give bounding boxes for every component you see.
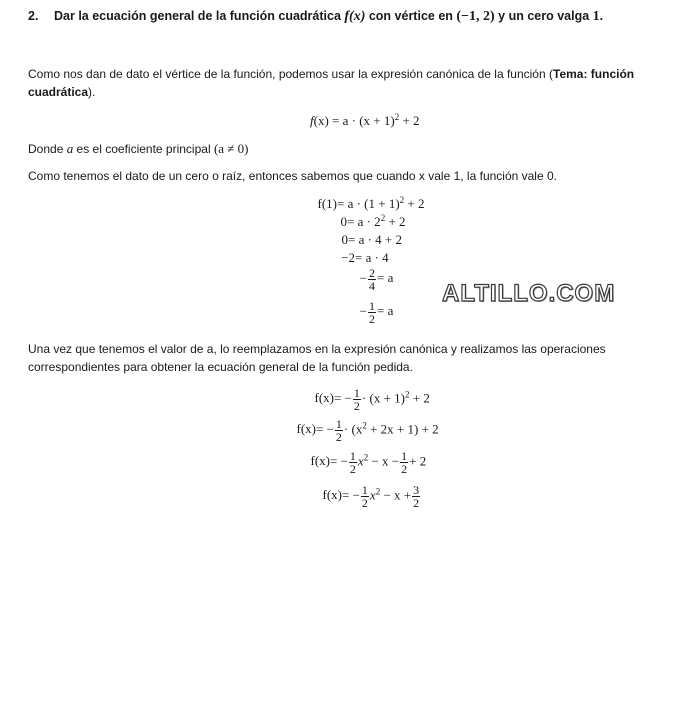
- intro-topic: Tema: función cuadrática: [28, 67, 635, 99]
- final-row-2-lhs: f(x): [296, 421, 316, 437]
- step-3-rhs: = a · 4 + 2: [348, 232, 403, 247]
- final-row-3-mid: − x −: [368, 453, 400, 469]
- final-row-1-lhs: f(x): [314, 390, 334, 406]
- step-3: [300, 232, 402, 248]
- final-row-3-den-b: 2: [401, 462, 408, 476]
- step-2-rhs: = a · 2: [347, 214, 381, 229]
- replace-note: Una vez que tenemos el valor de a, lo reemplazamos en la expresión canónica y realizamos las operaciones correspondientes para obtener la ecuación general de la función pedida.: [28, 342, 606, 374]
- coef-text-b: es el coeficiente principal: [73, 142, 214, 156]
- final-row-1-fraction: [353, 387, 361, 412]
- canonical-exp: 2: [394, 112, 400, 122]
- final-row-4-exp: 2: [375, 486, 381, 497]
- final-row-4-lhs: f(x): [322, 487, 342, 503]
- final-row-3-num-b: 1: [401, 449, 408, 463]
- step-4: [300, 250, 389, 266]
- final-row-2-rest: · (x: [343, 421, 363, 437]
- final-row-3-fraction-a: [349, 450, 357, 475]
- step-5-fraction: [368, 267, 376, 292]
- step-1-tail: + 2: [404, 196, 425, 211]
- problem-text-d: .: [599, 9, 604, 23]
- final-row-3-tail: + 2: [409, 453, 427, 469]
- step-6-denominator: 2: [369, 312, 375, 326]
- final-row-3-num-a: 1: [349, 449, 356, 463]
- step-4-rhs: = a · 4: [355, 250, 389, 265]
- final-row-2-tail: + 2x + 1) + 2: [366, 421, 439, 437]
- final-row-3-exp: 2: [363, 452, 369, 463]
- final-row-2: [270, 418, 439, 443]
- step-1-rhs: = a · (1 + 1): [337, 196, 400, 211]
- canonical-rest: = a · (x + 1): [328, 113, 395, 128]
- step-2: [300, 214, 406, 230]
- final-row-2-num: 1: [335, 417, 342, 431]
- final-row-4-num-b: 3: [413, 483, 420, 497]
- step-6: [300, 300, 393, 325]
- step-1: [300, 196, 425, 212]
- step-6-minus: −: [359, 303, 367, 319]
- final-row-4-den-a: 2: [361, 496, 368, 510]
- step-2-tail: + 2: [385, 214, 406, 229]
- step-5: [300, 267, 393, 292]
- step-1-exp: 2: [399, 195, 405, 205]
- step-4-lhs: −2: [341, 250, 355, 265]
- final-row-4: [270, 484, 421, 509]
- step-6-fraction: [368, 300, 376, 325]
- zero-note: Como tenemos el dato de un cero o raíz, entonces sabemos que cuando x vale 1, la función vale 0.: [28, 169, 557, 183]
- final-row-2-exp: 2: [362, 420, 367, 431]
- step-6-rhs: = a: [377, 303, 394, 319]
- problem-fx: f(x): [344, 9, 366, 24]
- step-2-exp: 2: [380, 213, 386, 223]
- final-row-4-x: x: [369, 487, 376, 503]
- problem-text-c: y un cero valga: [494, 9, 593, 23]
- final-row-1-exp: 2: [405, 389, 410, 400]
- coef-a: a: [66, 141, 74, 156]
- final-row-4-mid: − x +: [380, 487, 412, 503]
- step-2-lhs: 0: [340, 214, 347, 229]
- step-5-rhs: = a: [377, 270, 394, 286]
- final-row-2-den: 2: [335, 430, 342, 444]
- problem-vertex: (−1, 2): [456, 9, 495, 24]
- coefficient-note: [28, 140, 668, 159]
- final-row-3-lhs: f(x): [310, 453, 330, 469]
- step-1-lhs: f(1): [317, 196, 337, 211]
- problem-zero: 1: [592, 9, 600, 24]
- coef-condition: (a ≠ 0): [213, 141, 249, 156]
- final-row-2-fraction: [335, 418, 343, 443]
- final-row-4-eq: = −: [342, 487, 360, 503]
- problem-statement: [28, 9, 688, 25]
- final-row-1: [270, 387, 430, 412]
- final-row-3-den-a: 2: [349, 462, 356, 476]
- step-5-minus: −: [359, 270, 367, 286]
- final-row-1-num: 1: [353, 386, 360, 400]
- final-row-4-fraction-b: [412, 484, 420, 509]
- final-row-1-rest: · (x + 1): [361, 390, 405, 406]
- final-row-3: [270, 450, 426, 475]
- intro-text-b: ).: [88, 84, 96, 99]
- canonical-x: (x): [313, 113, 329, 128]
- final-row-1-tail: + 2: [409, 390, 430, 406]
- step-3-lhs: 0: [341, 232, 348, 247]
- step-5-denominator: 4: [369, 279, 375, 293]
- final-row-2-eq: = −: [316, 421, 334, 437]
- problem-text-a: Dar la ecuación general de la función cuadrática: [54, 9, 345, 23]
- coef-text-a: Donde: [28, 142, 67, 156]
- intro-paragraph: [28, 66, 668, 101]
- canonical-equation: [310, 113, 420, 129]
- step-5-numerator: 2: [369, 266, 375, 280]
- altillo-watermark: ALTILLO.COM: [442, 280, 616, 307]
- final-row-4-den-b: 2: [413, 496, 420, 510]
- canonical-f: f: [310, 113, 314, 128]
- step-6-numerator: 1: [369, 299, 375, 313]
- final-row-3-fraction-b: [400, 450, 408, 475]
- final-row-4-fraction-a: [361, 484, 369, 509]
- final-row-1-den: 2: [353, 399, 360, 413]
- final-row-4-num-a: 1: [361, 483, 368, 497]
- final-row-3-eq: = −: [330, 453, 348, 469]
- final-row-3-x: x: [357, 453, 364, 469]
- intro-text-a: Como nos dan de dato el vértice de la función, podemos usar la expresión canónica de la función (: [28, 67, 553, 81]
- problem-number: 2.: [28, 9, 39, 23]
- problem-text-b: con vértice en: [365, 9, 457, 23]
- final-row-1-eq: = −: [334, 390, 352, 406]
- canonical-tail: + 2: [399, 113, 420, 128]
